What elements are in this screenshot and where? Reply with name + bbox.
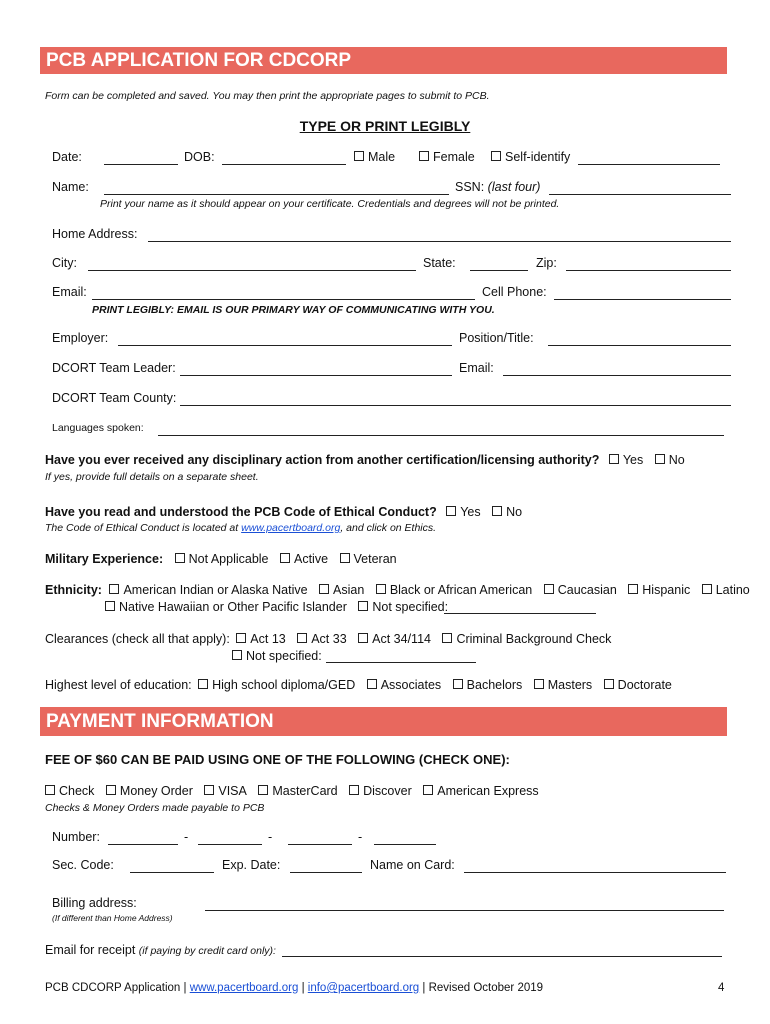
ethnicity-not-specified-field[interactable]: [444, 613, 596, 614]
email-note: PRINT LEGIBLY: EMAIL IS OUR PRIMARY WAY OF COMMUNICATING WITH YOU.: [92, 304, 495, 316]
exp-date-label: Exp. Date:: [222, 858, 281, 872]
education-label: Highest level of education:: [45, 678, 192, 692]
page-number: 4: [718, 982, 725, 994]
male-label: Male: [368, 150, 396, 164]
ethnicity-hispanic[interactable]: Hispanic: [628, 583, 690, 597]
team-county-field[interactable]: [180, 405, 731, 406]
ethics-text: Have you read and understood the PCB Code of Ethical Conduct?: [45, 505, 437, 519]
employer-field[interactable]: [118, 345, 452, 346]
ethics-link[interactable]: www.pacertboard.org: [241, 522, 341, 534]
clearance-act-13[interactable]: Act 13: [236, 632, 285, 646]
disciplinary-no-checkbox[interactable]: [655, 454, 665, 464]
clearance-not-specified-field[interactable]: [326, 662, 476, 663]
ethnicity-label: Ethnicity:: [45, 583, 102, 597]
cell-phone-label: Cell Phone:: [482, 285, 547, 299]
ethnicity-caucasian[interactable]: Caucasian: [544, 583, 617, 597]
education-doctorate[interactable]: Doctorate: [604, 678, 672, 692]
ethnicity-american-indian[interactable]: American Indian or Alaska Native: [109, 583, 307, 597]
city-field[interactable]: [88, 270, 416, 271]
payment-title: PAYMENT INFORMATION: [40, 707, 727, 736]
female-label: Female: [433, 150, 475, 164]
employer-label: Employer:: [52, 331, 109, 345]
ethics-no-checkbox[interactable]: [492, 506, 502, 516]
disciplinary-no[interactable]: No: [655, 453, 685, 467]
footer-revised: Revised October 2019: [428, 982, 544, 994]
military-veteran[interactable]: Veteran: [340, 552, 397, 566]
billing-label: Billing address:: [52, 896, 137, 910]
number-label: Number:: [52, 830, 100, 844]
ethics-yes[interactable]: Yes: [446, 505, 480, 519]
receipt-email-field[interactable]: [282, 956, 722, 957]
military-active[interactable]: Active: [280, 552, 328, 566]
fee-text: FEE OF $60 CAN BE PAID USING ONE OF THE FOLLOWING (CHECK ONE):: [45, 752, 510, 767]
military-label: Military Experience:: [45, 552, 164, 566]
card-number-part-2[interactable]: [198, 844, 262, 845]
team-leader-field[interactable]: [180, 375, 452, 376]
dob-label: DOB:: [184, 150, 215, 164]
clearance-act-33[interactable]: Act 33: [297, 632, 346, 646]
date-field[interactable]: [104, 164, 178, 165]
disciplinary-yes[interactable]: Yes: [609, 453, 643, 467]
payable-note: Checks & Money Orders made payable to PCB: [45, 802, 265, 814]
position-field[interactable]: [548, 345, 731, 346]
team-leader-email-label: Email:: [459, 361, 494, 375]
billing-note: (If different than Home Address): [52, 913, 173, 923]
male-option[interactable]: [354, 150, 395, 164]
ethnicity-row: [45, 583, 750, 597]
clearance-act-34-114[interactable]: Act 34/114: [358, 632, 431, 646]
payment-mastercard[interactable]: MasterCard: [258, 784, 337, 798]
email-label: Email:: [52, 285, 87, 299]
name-on-card-field[interactable]: [464, 872, 726, 873]
languages-field[interactable]: [158, 435, 724, 436]
footer-app: PCB CDCORP Application: [45, 982, 181, 994]
education-high-school[interactable]: High school diploma/GED: [198, 678, 355, 692]
female-option[interactable]: [419, 150, 475, 164]
team-county-label: DCORT Team County:: [52, 391, 177, 405]
date-label: Date:: [52, 150, 82, 164]
education-masters[interactable]: Masters: [534, 678, 592, 692]
dob-field[interactable]: [222, 164, 346, 165]
payment-american-express[interactable]: American Express: [423, 784, 538, 798]
ethnicity-latino[interactable]: Latino: [702, 583, 750, 597]
clearances-row: [45, 632, 611, 646]
state-field[interactable]: [470, 270, 528, 271]
payment-discover[interactable]: Discover: [349, 784, 412, 798]
ssn-label: SSN: (last four): [455, 180, 541, 194]
self-identify-checkbox[interactable]: [491, 151, 501, 161]
billing-address-field[interactable]: [205, 910, 724, 911]
clearance-criminal-background[interactable]: Criminal Background Check: [442, 632, 611, 646]
ethnicity-row-2: [105, 600, 448, 614]
name-on-card-label: Name on Card:: [370, 858, 455, 872]
disciplinary-yes-checkbox[interactable]: [609, 454, 619, 464]
ssn-field[interactable]: [549, 194, 731, 195]
self-identify-field[interactable]: [578, 164, 720, 165]
state-label: State:: [423, 256, 456, 270]
footer-site-link[interactable]: www.pacertboard.org: [189, 982, 299, 994]
team-leader-label: DCORT Team Leader:: [52, 361, 176, 375]
footer: PCB CDCORP Application | www.pacertboard.org | info@pacertboard.org | Revised October 2019: [45, 982, 544, 994]
payment-check[interactable]: Check: [45, 784, 94, 798]
home-address-field[interactable]: [148, 241, 731, 242]
name-field[interactable]: [104, 194, 449, 195]
education-bachelors[interactable]: Bachelors: [453, 678, 523, 692]
education-row: [45, 678, 672, 692]
payment-methods: [45, 784, 539, 798]
ethnicity-asian[interactable]: Asian: [319, 583, 364, 597]
cell-phone-field[interactable]: [554, 299, 731, 300]
male-checkbox[interactable]: [354, 151, 364, 161]
exp-date-field[interactable]: [290, 872, 362, 873]
disciplinary-text: Have you ever received any disciplinary action from another certification/licensing authority?: [45, 453, 600, 467]
position-label: Position/Title:: [459, 331, 534, 345]
home-address-label: Home Address:: [52, 227, 138, 241]
female-checkbox[interactable]: [419, 151, 429, 161]
disciplinary-question: [45, 453, 685, 467]
clearances-label: Clearances (check all that apply):: [45, 632, 230, 646]
self-identify-option[interactable]: [491, 150, 570, 164]
disciplinary-note: If yes, provide full details on a separate sheet.: [45, 471, 259, 483]
ethnicity-not-specified[interactable]: Not specified:: [358, 600, 448, 614]
self-identify-label: Self-identify: [505, 150, 571, 164]
dash-3: -: [358, 830, 363, 844]
name-label: Name:: [52, 180, 89, 194]
military-row: [45, 552, 405, 566]
zip-label: Zip:: [536, 256, 557, 270]
ethics-no[interactable]: No: [492, 505, 522, 519]
email-field[interactable]: [92, 299, 475, 300]
dash-2: -: [268, 830, 273, 844]
name-note: Print your name as it should appear on your certificate. Credentials and degrees will not be printed.: [100, 198, 560, 210]
ethics-question: [45, 505, 522, 519]
dash-1: -: [184, 830, 189, 844]
military-not-applicable[interactable]: Not Applicable: [175, 552, 269, 566]
payment-visa[interactable]: VISA: [204, 784, 247, 798]
education-associates[interactable]: Associates: [367, 678, 441, 692]
sec-code-field[interactable]: [130, 872, 214, 873]
clearance-not-specified[interactable]: Not specified:: [232, 649, 322, 663]
zip-field[interactable]: [566, 270, 731, 271]
languages-label: Languages spoken:: [52, 422, 144, 434]
ethics-note: The Code of Ethical Conduct is located at www.pacertboard.org, and click on Ethics.: [45, 522, 437, 534]
receipt-label: Email for receipt (if paying by credit card only):: [45, 943, 276, 957]
ethics-yes-checkbox[interactable]: [446, 506, 456, 516]
card-number-part-4[interactable]: [374, 844, 436, 845]
form-note: Form can be completed and saved. You may then print the appropriate pages to submit to PCB.: [45, 90, 490, 102]
ethnicity-native-hawaiian[interactable]: Native Hawaiian or Other Pacific Islander: [105, 600, 347, 614]
team-leader-email-field[interactable]: [503, 375, 731, 376]
card-number-part-3[interactable]: [288, 844, 352, 845]
payment-money-order[interactable]: Money Order: [106, 784, 193, 798]
ethnicity-black[interactable]: Black or African American: [376, 583, 532, 597]
footer-email-link[interactable]: info@pacertboard.org: [307, 982, 420, 994]
sec-code-label: Sec. Code:: [52, 858, 114, 872]
city-label: City:: [52, 256, 77, 270]
subtitle: TYPE OR PRINT LEGIBLY: [299, 118, 471, 134]
page-title: PCB APPLICATION FOR CDCORP: [40, 47, 727, 74]
card-number-part-1[interactable]: [108, 844, 178, 845]
